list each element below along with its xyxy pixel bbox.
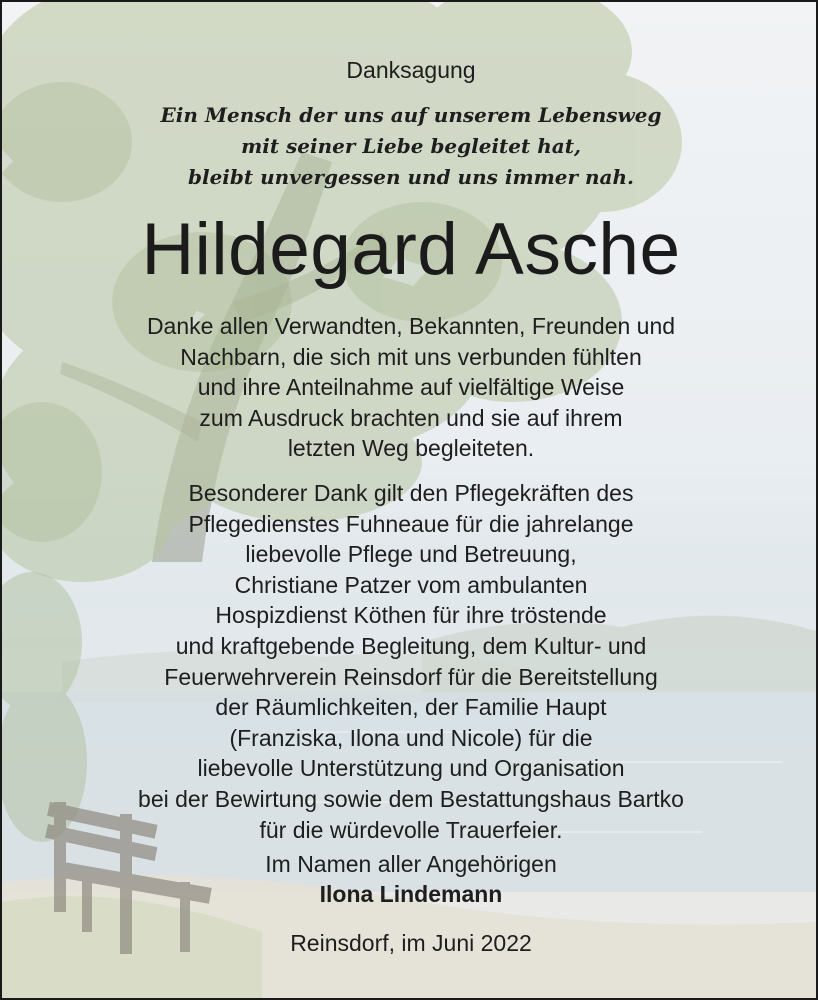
text-line: zum Ausdruck brachten und sie auf ihrem — [199, 404, 623, 431]
text-line: Danke allen Verwandten, Bekannten, Freunden und — [146, 313, 676, 339]
text-line: Hospizdienst Köthen für ihre tröstende — [215, 602, 607, 629]
text-line: liebevolle Unterstützung und Organisation — [197, 755, 625, 782]
text-line: liebevolle Pflege und Betreuung, — [245, 541, 577, 568]
motto-line: mit seiner Liebe begleitet hat, — [241, 134, 581, 158]
text-line: bei der Bewirtung sowie dem Bestattungshaus Bartko — [138, 785, 684, 812]
text-line: Christiane Patzer vom ambulanten — [234, 571, 588, 598]
text-line: Feuerwehrverein Reinsdorf für die Bereitstellung — [164, 663, 658, 690]
motto-line: Ein Mensch der uns auf unserem Lebensweg — [160, 103, 662, 127]
place-and-date: Reinsdorf, im Juni 2022 — [290, 930, 532, 956]
signer-name: Ilona Lindemann — [319, 881, 503, 907]
on-behalf-line: Im Namen aller Angehörigen — [265, 851, 557, 877]
text-line: (Franziska, Ilona und Nicole) für die — [229, 724, 593, 751]
text-line: Besonderer Dank gilt den Pflegekräften des — [188, 480, 634, 506]
text-line: Nachbarn, die sich mit uns verbunden fühlten — [180, 343, 642, 370]
text-line: und kraftgebende Begleitung, dem Kultur- und — [175, 632, 647, 659]
text-line: und ihre Anteilnahme auf vielfältige Weise — [197, 374, 625, 401]
notice-heading: Danksagung — [346, 57, 476, 83]
text-line: für die würdevolle Trauerfeier. — [259, 816, 563, 843]
motto-line: bleibt unvergessen und uns immer nah. — [188, 165, 634, 189]
text-line: letzten Weg begleiteten. — [287, 435, 535, 462]
thanks-paragraph — [2, 311, 818, 464]
text-line: Pflegedienstes Fuhneaue für die jahrelange — [188, 510, 634, 537]
special-thanks-paragraph — [2, 478, 818, 845]
deceased-name: Hildegard Asche — [141, 209, 681, 290]
text-line: der Räumlichkeiten, der Familie Haupt — [215, 694, 607, 721]
motto-verse — [2, 100, 818, 193]
notice-text-content — [2, 2, 818, 1000]
